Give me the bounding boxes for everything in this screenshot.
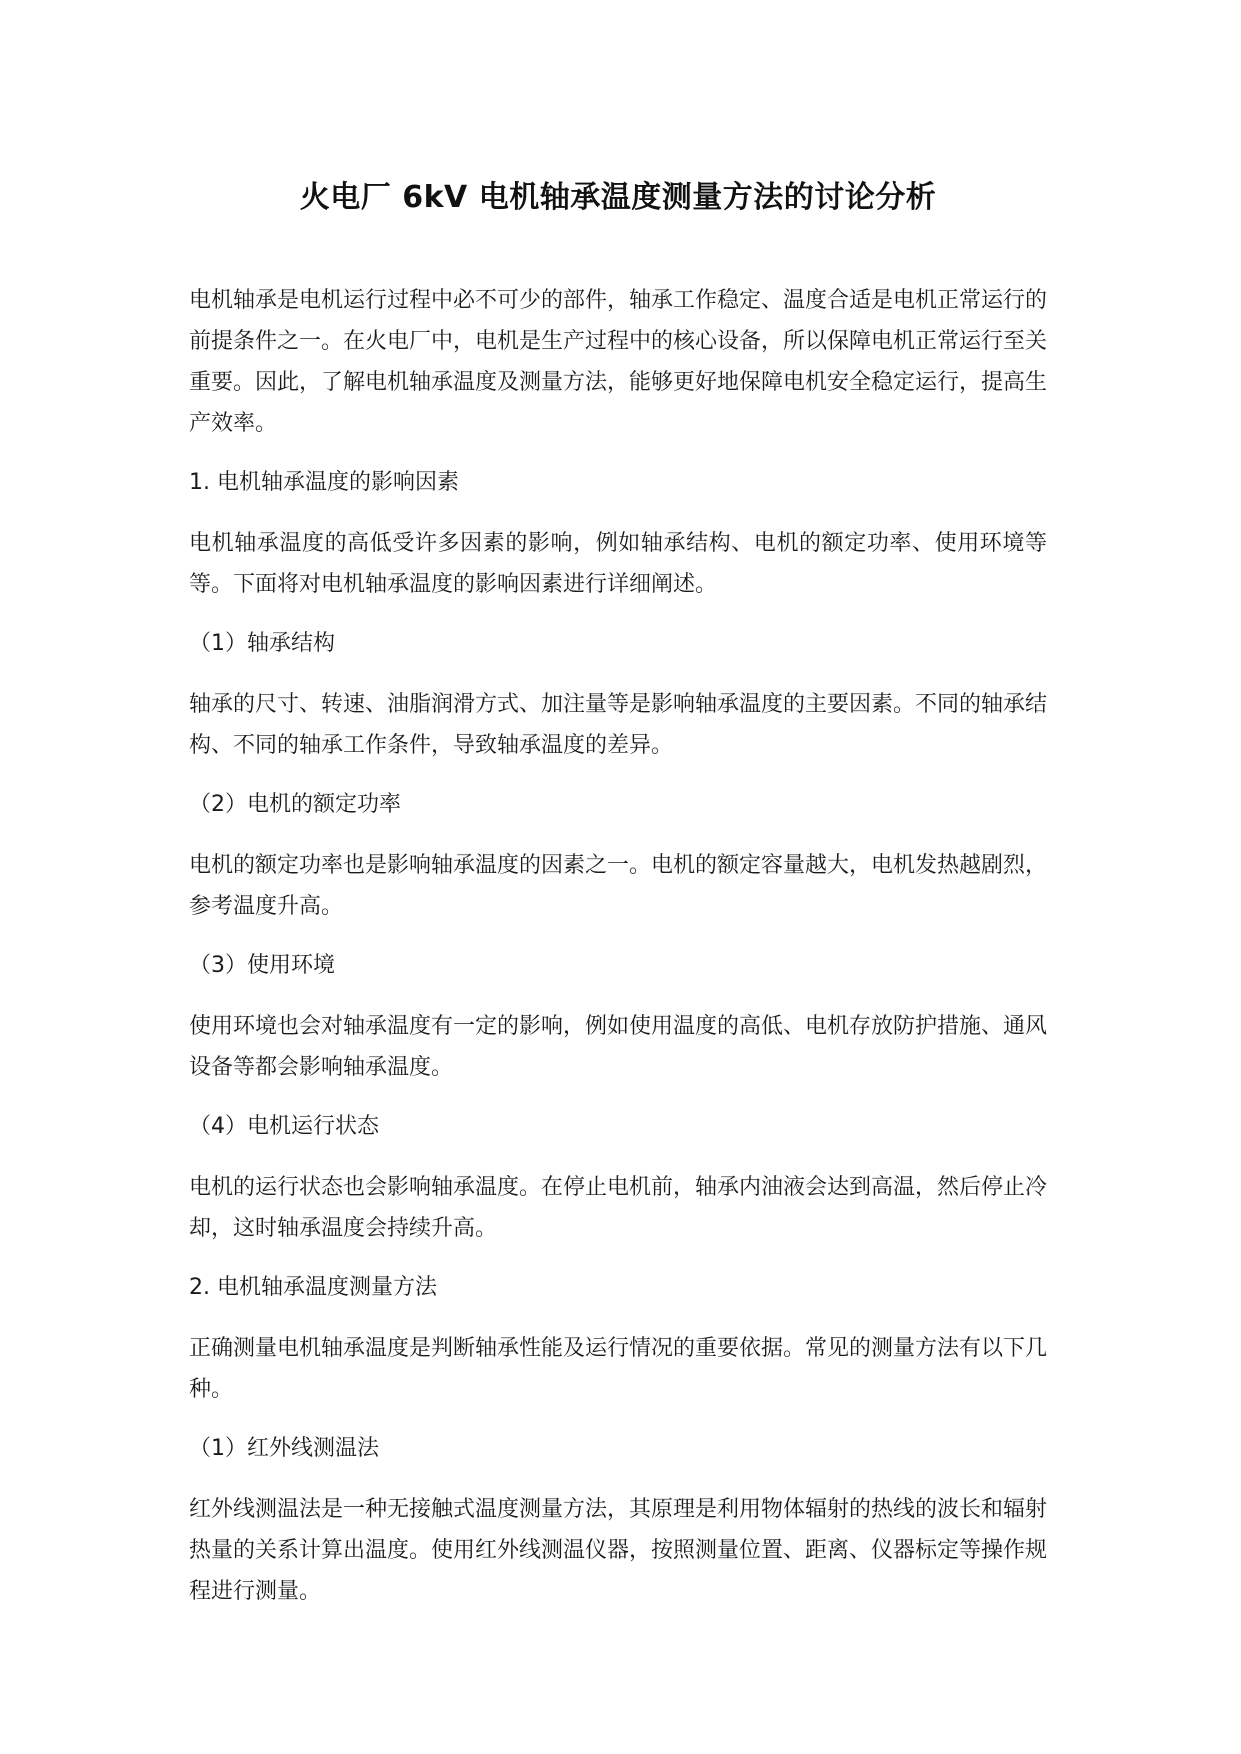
- subheading-bearing-structure: （1）轴承结构: [189, 631, 335, 656]
- paragraph-infrared: 红外线测温法是一种无接触式温度测量方法，其原理是利用物体辐射的热线的波长和辐射热量的关系计算出温度。使用红外线测温仪器，按照测量位置、距离、仪器标定等操作规程进行测量。: [189, 1497, 1048, 1604]
- paragraph-factors: 电机轴承温度的高低受许多因素的影响，例如轴承结构、电机的额定功率、使用环境等等。下面将对电机轴承温度的影响因素进行详细阐述。: [189, 531, 1047, 597]
- subheading-infrared: （1）红外线测温法: [189, 1436, 379, 1461]
- paragraph-running-state: 电机的运行状态也会影响轴承温度。在停止电机前，轴承内油液会达到高温，然后停止冷却，这时轴承温度会持续升高。: [189, 1175, 1048, 1241]
- paragraph-intro: 电机轴承是电机运行过程中必不可少的部件，轴承工作稳定、温度合适是电机正常运行的前提条件之一。在火电厂中，电机是生产过程中的核心设备，所以保障电机正常运行至关重要。因此，了解电机轴承温度及测量方法，能够更好地保障电机安全稳定运行，提高生产效率。: [189, 288, 1048, 436]
- subheading-rated-power: （2）电机的额定功率: [189, 792, 401, 817]
- section-heading-2: 2. 电机轴承温度测量方法: [189, 1275, 437, 1300]
- section-heading-1: 1. 电机轴承温度的影响因素: [189, 470, 459, 495]
- document-body: [189, 280, 1047, 1630]
- subheading-environment: （3）使用环境: [189, 953, 335, 978]
- paragraph-rated-power: 电机的额定功率也是影响轴承温度的因素之一。电机的额定容量越大，电机发热越剧烈，参考温度升高。: [189, 853, 1048, 919]
- paragraph-methods: 正确测量电机轴承温度是判断轴承性能及运行情况的重要依据。常见的测量方法有以下几种。: [189, 1336, 1048, 1402]
- paragraph-environment: 使用环境也会对轴承温度有一定的影响，例如使用温度的高低、电机存放防护措施、通风设备等都会影响轴承温度。: [189, 1014, 1048, 1080]
- document-title: 火电厂 6kV 电机轴承温度测量方法的讨论分析: [299, 180, 937, 215]
- paragraph-bearing-structure: 轴承的尺寸、转速、油脂润滑方式、加注量等是影响轴承温度的主要因素。不同的轴承结构、不同的轴承工作条件，导致轴承温度的差异。: [189, 692, 1048, 758]
- subheading-running-state: （4）电机运行状态: [189, 1114, 379, 1139]
